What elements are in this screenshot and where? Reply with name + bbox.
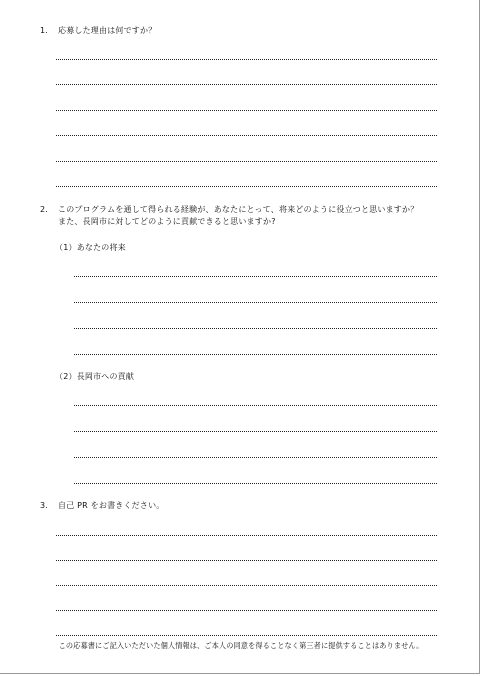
answer-line-q2a-3[interactable] bbox=[74, 328, 437, 329]
answer-line-q2a-1[interactable] bbox=[74, 276, 437, 277]
privacy-notice: この応募書にご記入いただいた個人情報は、ご本人の同意を得ることなく第三者に提供することはありません。 bbox=[58, 641, 424, 650]
question-2-text-line2: また、長岡市に対してどのように貢献できると思いますか? bbox=[58, 217, 276, 226]
question-2-number: 2. bbox=[40, 205, 49, 214]
answer-line-q2b-2[interactable] bbox=[74, 431, 437, 432]
answer-line-q1-3[interactable] bbox=[56, 110, 437, 111]
answer-line-q3-3[interactable] bbox=[56, 585, 437, 586]
answer-line-q1-1[interactable] bbox=[56, 59, 437, 60]
answer-line-q3-2[interactable] bbox=[56, 560, 437, 561]
question-3-text: 自己 PR をお書きください。 bbox=[58, 501, 165, 510]
question-1 bbox=[40, 25, 156, 36]
answer-line-q1-4[interactable] bbox=[56, 135, 437, 136]
answer-line-q3-4[interactable] bbox=[56, 610, 437, 611]
answer-line-q3-1[interactable] bbox=[56, 535, 437, 536]
answer-line-q2b-1[interactable] bbox=[74, 405, 437, 406]
answer-line-q2a-2[interactable] bbox=[74, 302, 437, 303]
answer-line-q1-5[interactable] bbox=[56, 161, 437, 162]
question-2-subheading-future: （1）あなたの将来 bbox=[55, 243, 126, 252]
answer-line-q2a-4[interactable] bbox=[74, 354, 437, 355]
answer-line-q1-6[interactable] bbox=[56, 186, 437, 187]
answer-line-q1-2[interactable] bbox=[56, 84, 437, 85]
answer-line-q2b-4[interactable] bbox=[74, 483, 437, 484]
question-1-number: 1. bbox=[40, 26, 49, 35]
question-3-number: 3. bbox=[40, 501, 49, 510]
question-2-text: このプログラムを通して得られる経験が、あなたにとって、将来どのように役立つと思いますか？ bbox=[58, 205, 419, 214]
answer-line-q3-5[interactable] bbox=[56, 635, 437, 636]
question-1-text: 応募した理由は何ですか？ bbox=[58, 26, 157, 35]
question-2 bbox=[40, 204, 418, 215]
question-2-subheading-contribution: （2）長岡市への貢献 bbox=[55, 372, 135, 381]
answer-line-q2b-3[interactable] bbox=[74, 457, 437, 458]
question-3 bbox=[40, 500, 164, 511]
